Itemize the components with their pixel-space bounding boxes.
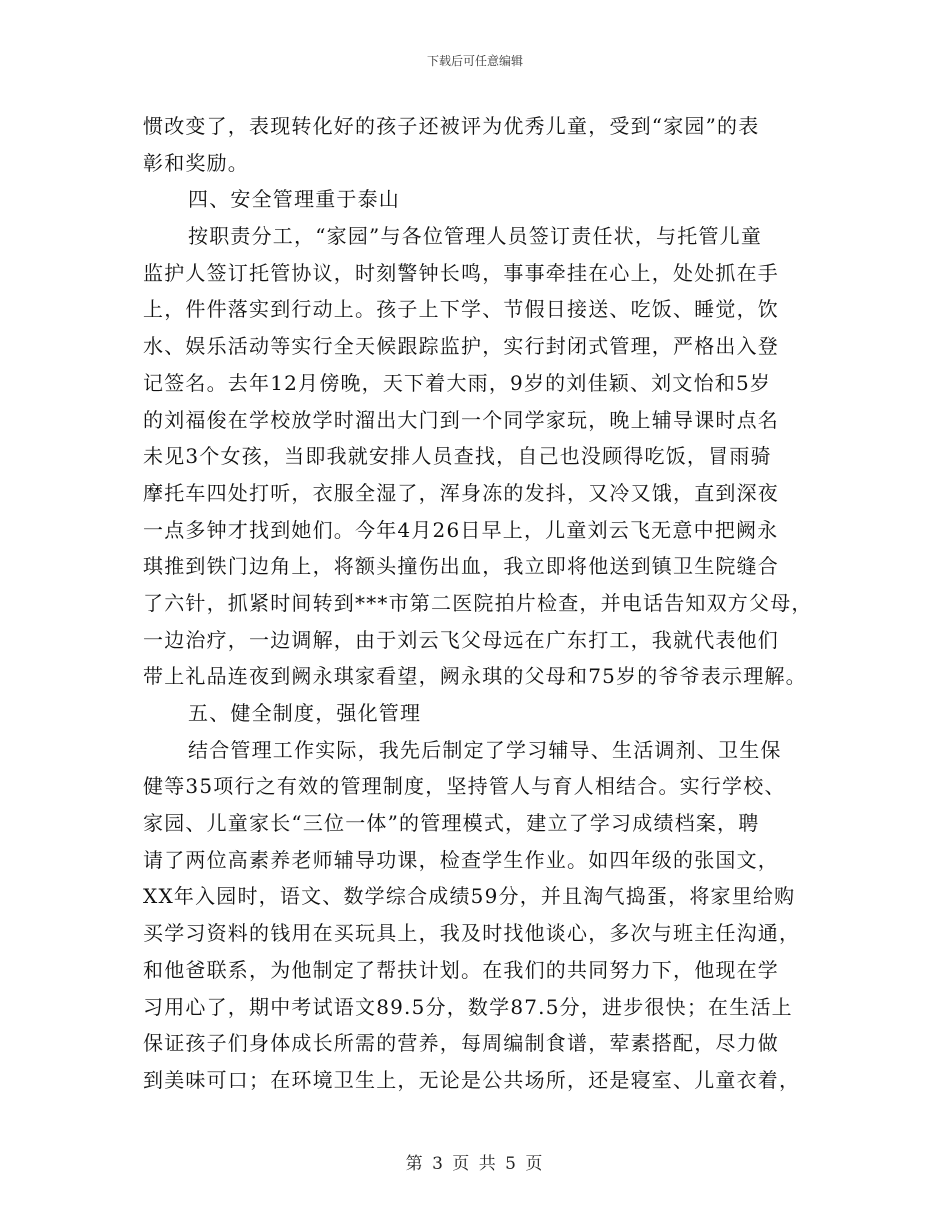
body-text bbox=[143, 108, 815, 1099]
text-line: 四、安全管理重于泰山 bbox=[188, 187, 400, 212]
text-line: 了六针，抓紧时间转到***市第二医院拍片检查，并电话告知双方父母， bbox=[143, 590, 813, 615]
text-line: 家园、儿童家长“三位一体”的管理模式，建立了学习成绩档案，聘 bbox=[143, 811, 760, 836]
text-line: 彰和奖励。 bbox=[143, 150, 249, 175]
text-line: 带上礼品连夜到阙永琪家看望，阙永琪的父母和75岁的爷爷表示理解。 bbox=[143, 664, 807, 689]
text-line: 监护人签订托管协议，时刻警钟长鸣，事事牵挂在心上，处处抓在手 bbox=[143, 260, 779, 285]
text-line: 结合管理工作实际，我先后制定了学习辅导、生活调剂、卫生保 bbox=[188, 737, 782, 762]
text-line: 一边治疗，一边调解，由于刘云飞父母远在广东打工，我就代表他们 bbox=[143, 627, 779, 652]
page-footer: 第 3 页 共 5 页 bbox=[405, 1154, 545, 1174]
text-line: 未见3个女孩，当即我就安排人员查找，自己也没顾得吃饭，冒雨骑 bbox=[143, 444, 772, 469]
text-line: 健等35项行之有效的管理制度，坚持管人与育人相结合。实行学校、 bbox=[143, 774, 786, 799]
text-line: 习用心了，期中考试语文89.5分，数学87.5分，进步很快；在生活上 bbox=[143, 994, 793, 1019]
text-line: 保证孩子们身体成长所需的营养，每周编制食谱，荤素搭配，尽力做 bbox=[143, 1031, 779, 1056]
text-line: 一点多钟才找到她们。今年4月26日早上，儿童刘云飞无意中把阙永 bbox=[143, 517, 779, 542]
text-line: 请了两位高素养老师辅导功课，检查学生作业。如四年级的张国文， bbox=[143, 847, 779, 872]
text-line: 琪推到铁门边角上，将额头撞伤出血，我立即将他送到镇卫生院缝合 bbox=[143, 554, 779, 579]
text-line: 的刘福俊在学校放学时溜出大门到一个同学家玩，晚上辅导课时点名 bbox=[143, 407, 779, 432]
text-line: 到美味可口；在环境卫生上，无论是公共场所，还是寝室、儿童衣着， bbox=[143, 1067, 801, 1092]
text-line: 惯改变了，表现转化好的孩子还被评为优秀儿童，受到“家园”的表 bbox=[143, 114, 760, 138]
text-line: XX年入园时，语文、数学综合成绩59分，并且淘气捣蛋，将家里给购 bbox=[143, 884, 796, 909]
text-line: 买学习资料的钱用在买玩具上，我及时找他谈心，多次与班主任沟通， bbox=[143, 921, 801, 946]
text-line: 水、娱乐活动等实行全天候跟踪监护，实行封闭式管理，严格出入登 bbox=[143, 334, 779, 359]
text-line: 记签名。去年12月傍晚，天下着大雨，9岁的刘佳颖、刘文怡和5岁 bbox=[143, 370, 772, 395]
page-header: 下载后可任意编辑 bbox=[426, 54, 523, 68]
text-line: 和他爸联系，为他制定了帮扶计划。在我们的共同努力下，他现在学 bbox=[143, 957, 779, 982]
text-line: 五、健全制度，强化管理 bbox=[188, 701, 422, 725]
text-line: 摩托车四处打听，衣服全湿了，浑身冻的发抖，又冷又饿，直到深夜 bbox=[143, 480, 779, 505]
text-line: 上，件件落实到行动上。孩子上下学、节假日接送、吃饭、睡觉，饮 bbox=[143, 297, 779, 322]
text-line: 按职责分工，“家园”与各位管理人员签订责任状，与托管儿童 bbox=[188, 224, 763, 249]
